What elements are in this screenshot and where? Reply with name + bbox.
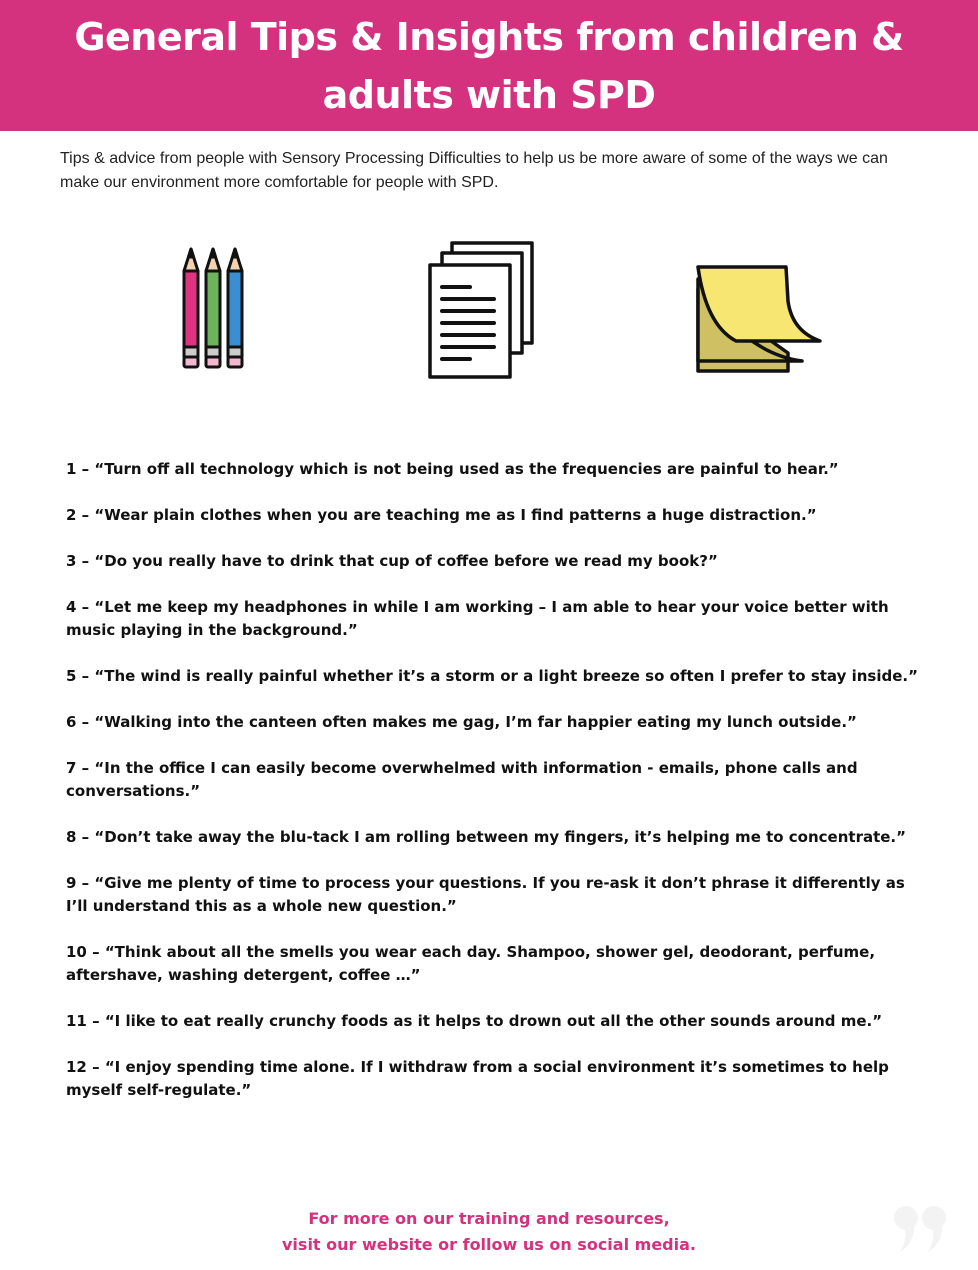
list-item: 9 – “Give me plenty of time to process your questions. If you re-ask it don’t phrase it differently as I’ll understand this as a whole new question.” bbox=[66, 874, 905, 915]
tips-list bbox=[66, 458, 926, 1125]
quote-mark-icon bbox=[890, 1200, 952, 1256]
icon-row bbox=[0, 235, 978, 385]
list-item: 6 – “Walking into the canteen often makes me gag, I’m far happier eating my lunch outside.” bbox=[66, 713, 857, 731]
list-item: 11 – “I like to eat really crunchy foods as it helps to drown out all the other sounds around me.” bbox=[66, 1012, 883, 1030]
intro-text: Tips & advice from people with Sensory Processing Difficulties to help us be more aware of some of the ways we can make our environment more comfortable for people with SPD. bbox=[60, 150, 888, 191]
list-item: 3 – “Do you really have to drink that cup of coffee before we read my book?” bbox=[66, 552, 718, 570]
list-item: 4 – “Let me keep my headphones in while I am working – I am able to hear your voice better with music playing in the background.” bbox=[66, 598, 889, 639]
list-item: 5 – “The wind is really painful whether it’s a storm or a light breeze so often I prefer to stay inside.” bbox=[66, 667, 918, 685]
footer-text bbox=[0, 1206, 978, 1258]
documents-icon bbox=[424, 239, 540, 383]
page-title: General Tips & Insights from children & adults with SPD bbox=[74, 14, 904, 117]
header-banner bbox=[0, 0, 978, 131]
list-item: 2 – “Wear plain clothes when you are teaching me as I find patterns a huge distraction.” bbox=[66, 506, 817, 524]
list-item: 7 – “In the office I can easily become overwhelmed with information - emails, phone calls and conversations.” bbox=[66, 759, 858, 800]
list-item: 8 – “Don’t take away the blu-tack I am rolling between my fingers, it’s helping me to concentrate.” bbox=[66, 828, 906, 846]
list-item: 10 – “Think about all the smells you wear each day. Shampoo, shower gel, deodorant, perfume, aftershave, washing detergent, coffee …” bbox=[66, 943, 876, 984]
footer-line-1: For more on our training and resources, bbox=[308, 1209, 670, 1228]
list-item: 1 – “Turn off all technology which is not being used as the frequencies are painful to hear.” bbox=[66, 460, 839, 478]
sticky-notes-icon bbox=[692, 261, 828, 377]
list-item: 12 – “I enjoy spending time alone. If I withdraw from a social environment it’s sometimes to help myself self-regulate.” bbox=[66, 1058, 889, 1099]
colored-pencils-icon bbox=[176, 245, 250, 373]
footer-line-2: visit our website or follow us on social media. bbox=[282, 1235, 696, 1254]
